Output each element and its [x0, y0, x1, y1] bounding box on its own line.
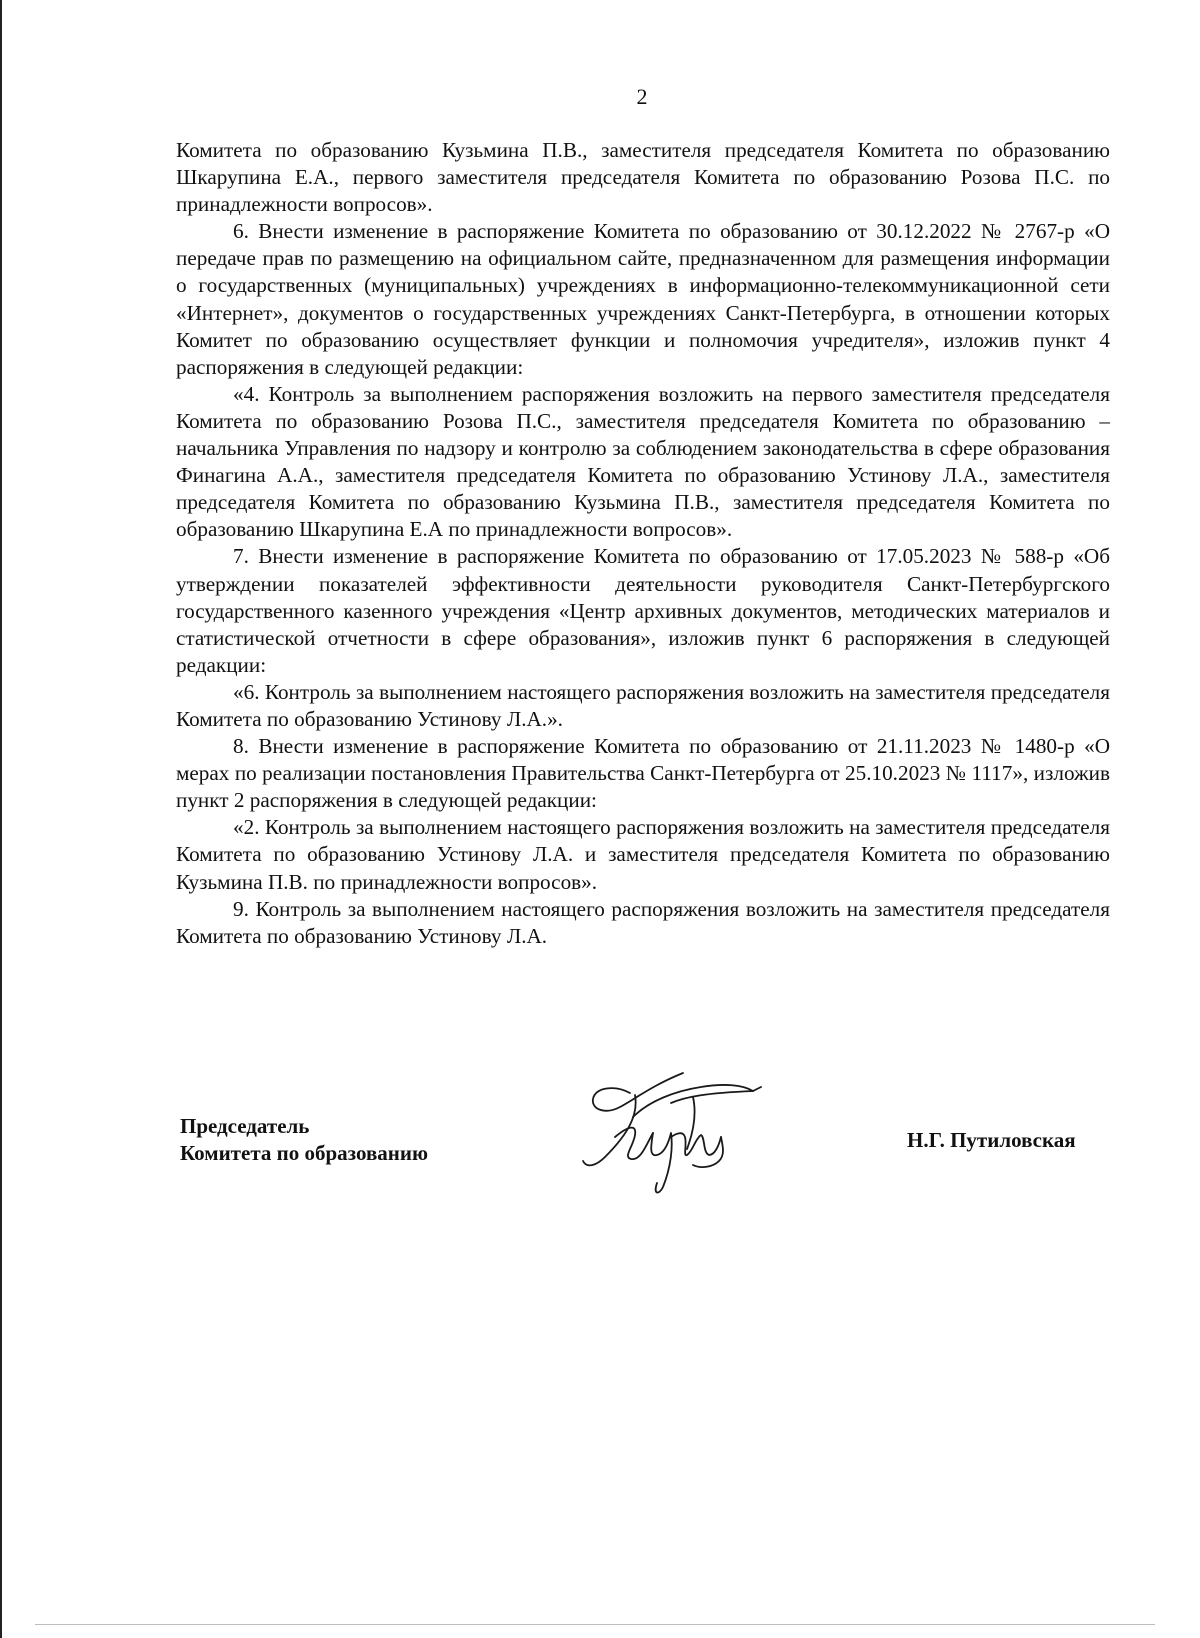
scan-edge-line — [0, 0, 2, 1638]
signatory-title-line2: Комитета по образованию — [180, 1141, 429, 1165]
page-number: 2 — [636, 84, 648, 109]
paragraph-quote-2: «2. Контроль за выполнением настоящего распоряжения возложить на заместителя председателя Комитета по образованию Устинову Л.А. и заместителя председателя Комитета по образованию Кузьмина П.В. по принадлежности вопросов». — [176, 815, 1110, 894]
paragraph-item-6: 6. Внести изменение в распоряжение Комитета по образованию от 30.12.2022 № 2767-р «О передаче прав по размещению на официальном сайте, предназначенном для размещения информации о государственных (муниципальных) учреждениях в информационно-телекоммуникационной сети «Интернет», документов о государственных учреждениях Санкт-Петербурга, в отношении которых Комитет по образованию осуществляет функции и полномочия учредителя», изложив пункт 4 распоряжения в следующей редакции: — [176, 219, 1110, 379]
scan-bottom-line — [35, 1624, 1155, 1625]
paragraph-quote-4: «4. Контроль за выполнением распоряжения возложить на первого заместителя председателя Комитета по образованию Розова П.С., заместителя председателя Комитета по образованию – начальника Управления по надзору и контролю за соблюдением законодательства в сфере образования Финагина А.А., заместителя председателя Комитета по образованию Устинову Л.А., заместителя председателя Комитета по образованию Кузьмина П.В., заместителя председателя Комитета по образованию Шкарупина Е.А по принадлежности вопросов». — [176, 381, 1110, 542]
handwritten-signature — [575, 1057, 795, 1197]
signatory-title — [180, 1113, 428, 1167]
paragraph-continuation: Комитета по образованию Кузьмина П.В., заместителя председателя Комитета по образованию Шкарупина Е.А., первого заместителя председателя Комитета по образованию Розова П.С. по принадлежности вопросов». — [176, 138, 1110, 217]
paragraph-quote-6: «6. Контроль за выполнением настоящего распоряжения возложить на заместителя председателя Комитета по образованию Устинову Л.А.». — [176, 679, 1110, 731]
paragraph-item-8: 8. Внести изменение в распоряжение Комитета по образованию от 21.11.2023 № 1480-р «О мерах по реализации постановления Правительства Санкт-Петербурга от 25.10.2023 № 1117», изложив пункт 2 распоряжения в следующей редакции: — [176, 734, 1110, 813]
signatory-title-line1: Председатель — [180, 1114, 310, 1138]
signatory-name: Н.Г. Путиловская — [907, 1128, 1076, 1152]
paragraph-item-7: 7. Внести изменение в распоряжение Комитета по образованию от 17.05.2023 № 588-р «Об утверждении показателей эффективности деятельности руководителя Санкт-Петербургского государственного казенного учреждения «Центр архивных документов, методических материалов и статистической отчетности в сфере образования», изложив пункт 6 распоряжения в следующей редакции: — [176, 544, 1110, 677]
document-body — [176, 137, 1110, 950]
paragraph-item-9: 9. Контроль за выполнением настоящего распоряжения возложить на заместителя председателя Комитета по образованию Устинову Л.А. — [176, 896, 1110, 948]
